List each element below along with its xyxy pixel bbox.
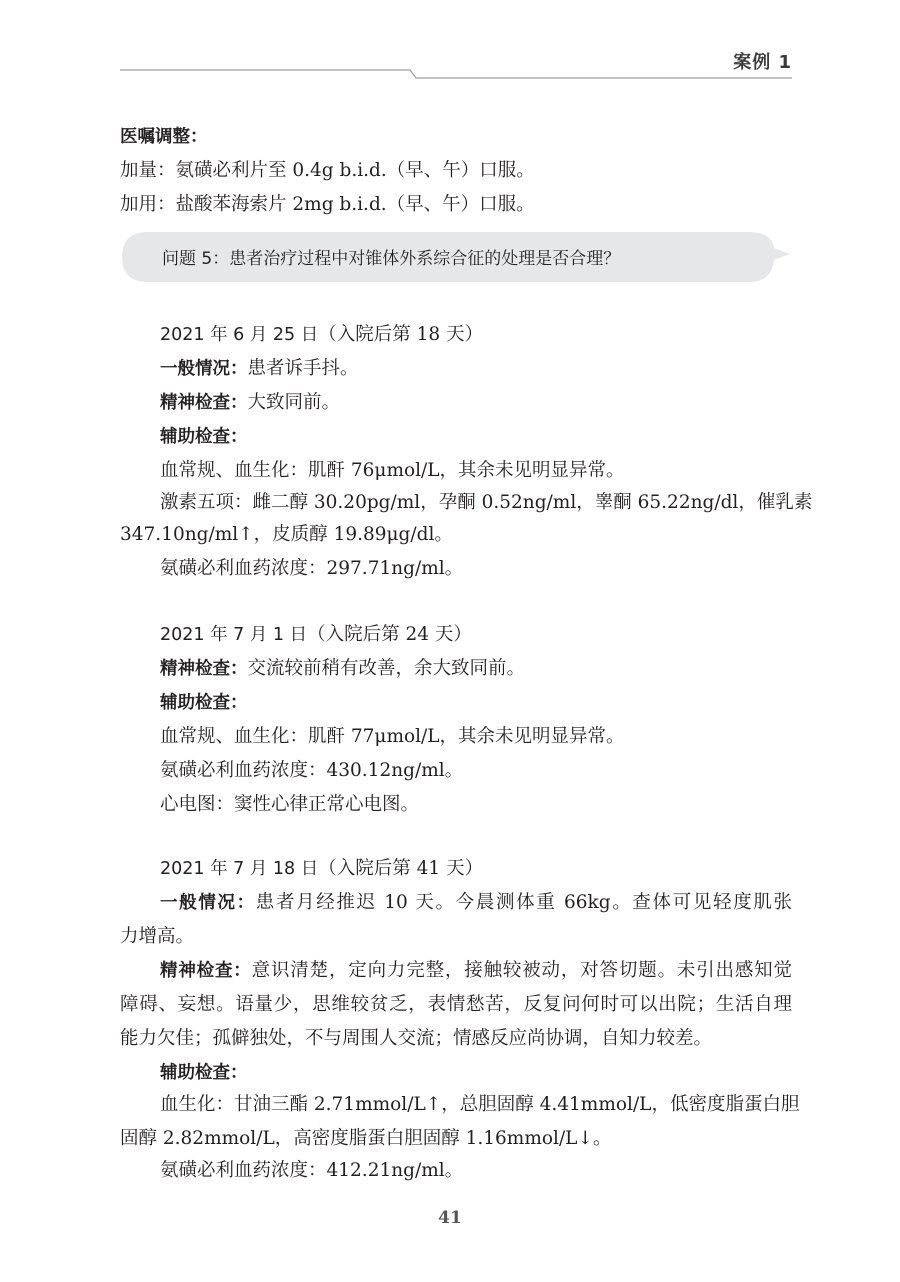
- header-rule: [120, 66, 792, 80]
- visit2-blood: 血常规、血生化：肌酐 77μmol/L，其余未见明显异常。: [160, 726, 625, 747]
- visit3-biochem-line-2: 固醇 2.82mmol/L，高密度脂蛋白胆固醇 1.16mmol/L↓。: [120, 1128, 612, 1149]
- visit3-drug: 氨磺必利血药浓度：412.21ng/ml。: [160, 1160, 464, 1181]
- page-number: 41: [438, 1208, 462, 1228]
- question-text: 问题 5：患者治疗过程中对锥体外系综合征的处理是否合理？: [162, 249, 621, 269]
- visit3-biochem-line-1: 血生化：甘油三酯 2.71mmol/L↑，总胆固醇 4.41mmol/L，低密度脂蛋白胆: [160, 1094, 800, 1115]
- orders-line-1: 加量：氨磺必利片至 0.4g b.i.d.（早、午）口服。: [120, 160, 535, 181]
- visit1-hormone-line-2: 347.10ng/ml↑，皮质醇 19.89μg/dl。: [120, 524, 453, 545]
- visit3-date: 2021 年 7 月 18 日（入院后第 41 天）: [160, 858, 484, 879]
- visit1-date: 2021 年 6 月 25 日（入院后第 18 天）: [160, 324, 484, 345]
- visit3-general-line-1: 一般情况：患者月经推迟 10 天。今晨测体重 66kg。查体可见轻度肌张: [160, 892, 793, 913]
- case-label: 案例 1: [733, 52, 792, 73]
- visit1-mental: 精神检查：大致同前。: [160, 392, 341, 413]
- visit2-aux-label: 辅助检查：: [160, 693, 248, 713]
- visit3-mental-line-1: 精神检查：意识清楚，定向力完整，接触较被动，对答切题。未引出感知觉: [160, 960, 792, 981]
- visit1-blood: 血常规、血生化：肌酐 76μmol/L，其余未见明显异常。: [160, 460, 625, 481]
- visit1-hormone-line-1: 激素五项：雌二醇 30.20pg/ml，孕酮 0.52ng/ml，睾酮 65.22ng/dl，催乳素: [160, 492, 813, 513]
- visit3-general-line-2: 力增高。: [120, 926, 195, 947]
- visit3-mental-line-2: 障碍、妄想。语量少，思维较贫乏，表情愁苦，反复问何时可以出院；生活自理: [120, 994, 792, 1015]
- visit2-date: 2021 年 7 月 1 日（入院后第 24 天）: [160, 624, 472, 645]
- visit3-mental-line-3: 能力欠佳；孤僻独处，不与周围人交流；情感反应尚协调，自知力较差。: [120, 1028, 713, 1049]
- visit2-drug: 氨磺必利血药浓度：430.12ng/ml。: [160, 760, 464, 781]
- visit1-general: 一般情况：患者诉手抖。: [160, 358, 359, 379]
- visit2-ecg: 心电图：窦性心律正常心电图。: [160, 794, 420, 815]
- visit3-aux-label: 辅助检查：: [160, 1063, 248, 1083]
- visit2-mental: 精神检查：交流较前稍有改善，余大致同前。: [160, 658, 526, 679]
- orders-title: 医嘱调整：: [120, 127, 208, 147]
- visit1-drug: 氨磺必利血药浓度：297.71ng/ml。: [160, 558, 464, 579]
- orders-line-2: 加用：盐酸苯海索片 2mg b.i.d.（早、午）口服。: [120, 194, 535, 215]
- visit1-aux-label: 辅助检查：: [160, 427, 248, 447]
